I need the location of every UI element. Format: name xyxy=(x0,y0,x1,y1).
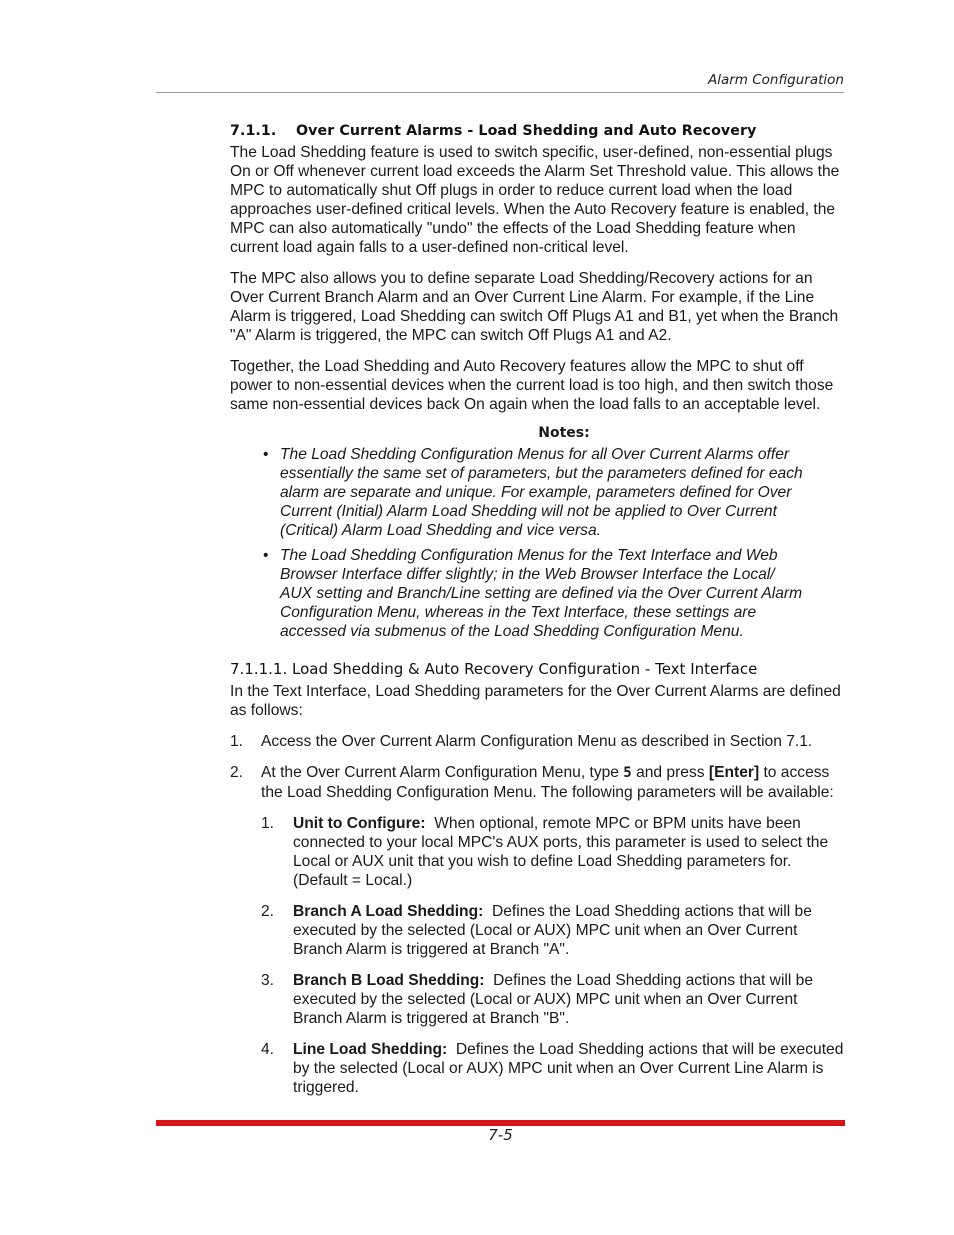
subsection-intro: In the Text Interface, Load Shedding parameters for the Over Current Alarms are defined as follows: xyxy=(230,683,841,719)
step-text: Access the Over Current Alarm Configuration Menu as described in Section 7.1. xyxy=(261,733,813,750)
parameter-text: Defines the Load Shedding actions that will be executed by the selected (Local or AUX) MPC unit when an Over Current Branch Alarm is triggered at Branch "B". xyxy=(293,972,818,1027)
running-header: Alarm Configuration xyxy=(707,72,844,88)
parameter-number: 1. xyxy=(261,815,275,832)
header-rule xyxy=(156,92,844,93)
note-text: The Load Shedding Configuration Menus for the Text Interface and Web Browser Interface differ slightly; in the Web Browser Interface the Local/ AUX setting and Branch/Line setting are defined via the Over Current Alarm Configuration Menu, whereas in the Text Interface, these settings are accessed via submenus of the Load Shedding Configuration Menu. xyxy=(280,547,803,640)
subsection-heading: 7.1.1.1. Load Shedding & Auto Recovery Configuration - Text Interface xyxy=(230,660,758,678)
step-text-post: to access the Load Shedding Configuration Menu. The following parameters will be available: xyxy=(261,764,834,801)
parameter-label: Branch B Load Shedding: xyxy=(293,972,485,989)
notes-list xyxy=(230,445,846,641)
step-number: 2. xyxy=(230,764,244,781)
parameter-item xyxy=(261,814,846,890)
parameter-number: 3. xyxy=(261,972,275,989)
paragraph-together: Together, the Load Shedding and Auto Recovery features allow the MPC to shut off power to non-essential devices when the current load is too high, and then switch those same non-essential devices back On again when the load falls to an acceptable level. xyxy=(230,358,834,413)
note-item xyxy=(260,546,846,641)
note-text: The Load Shedding Configuration Menus for all Over Current Alarms offer essentially the same set of parameters, but the parameters defined for each alarm are separate and unique. For example, parameters defined for Over Current (Initial) Alarm Load Shedding will not be applied to Over Current (Critical) Alarm Load Shedding and vice versa. xyxy=(280,446,803,539)
note-item xyxy=(260,445,846,540)
parameter-text: When optional, remote MPC or BPM units have been connected to your local MPC's AUX ports, this parameter is used to select the Local or AUX unit that you wish to define Load Shedding parameters for. (Default = Local.) xyxy=(293,815,833,889)
section-title: Over Current Alarms - Load Shedding and Auto Recovery xyxy=(296,123,757,139)
parameter-label: Branch A Load Shedding: xyxy=(293,903,484,920)
parameter-text: Defines the Load Shedding actions that will be executed by the selected (Local or AUX) MPC unit when an Over Current Line Alarm is triggered. xyxy=(293,1041,848,1096)
section-heading xyxy=(230,122,846,140)
paragraph-separate-actions: The MPC also allows you to define separate Load Shedding/Recovery actions for an Over Current Branch Alarm and an Over Current Line Alarm. For example, if the Line Alarm is triggered, Load Shedding can switch Off Plugs A1 and B1, yet when the Branch "A" Alarm is triggered, the MPC can switch Off Plugs A1 and A2. xyxy=(230,270,839,344)
parameter-item xyxy=(261,971,846,1028)
parameter-label: Line Load Shedding: xyxy=(293,1041,448,1058)
step-number: 1. xyxy=(230,733,244,750)
parameter-item xyxy=(261,1040,846,1097)
parameter-number: 4. xyxy=(261,1041,275,1058)
step-enter-key: [Enter] xyxy=(708,764,760,781)
section-number: 7.1.1. xyxy=(230,123,277,139)
parameter-text: Defines the Load Shedding actions that will be executed by the selected (Local or AUX) MPC unit when an Over Current Branch Alarm is triggered at Branch "A". xyxy=(293,903,817,958)
parameter-item xyxy=(261,902,846,959)
step-item xyxy=(230,763,846,1097)
parameters-list xyxy=(261,814,846,1097)
step-item xyxy=(230,732,846,751)
notes-title: Notes: xyxy=(538,425,590,441)
steps-list xyxy=(230,732,846,1097)
page-content xyxy=(230,122,846,1109)
bullet-icon: • xyxy=(263,446,269,463)
parameter-number: 2. xyxy=(261,903,275,920)
step-text-mid: and press xyxy=(631,764,709,781)
bullet-icon: • xyxy=(263,547,269,564)
step-text-pre: At the Over Current Alarm Configuration Menu, type xyxy=(261,764,624,781)
parameter-label: Unit to Configure: xyxy=(293,815,426,832)
step-key: 5 xyxy=(623,765,632,781)
paragraph-load-shedding-intro: The Load Shedding feature is used to switch specific, user-defined, non-essential plugs On or Off whenever current load exceeds the Alarm Set Threshold value. This allows the MPC to automatically shut Off plugs in order to reduce current load when the load approaches user-defined critical levels. When the Auto Recovery feature is enabled, the MPC can also automatically "undo" the effects of the Load Shedding feature when current load again falls to a user-defined non-critical level. xyxy=(230,144,840,256)
page-number: 7-5 xyxy=(488,1126,513,1144)
